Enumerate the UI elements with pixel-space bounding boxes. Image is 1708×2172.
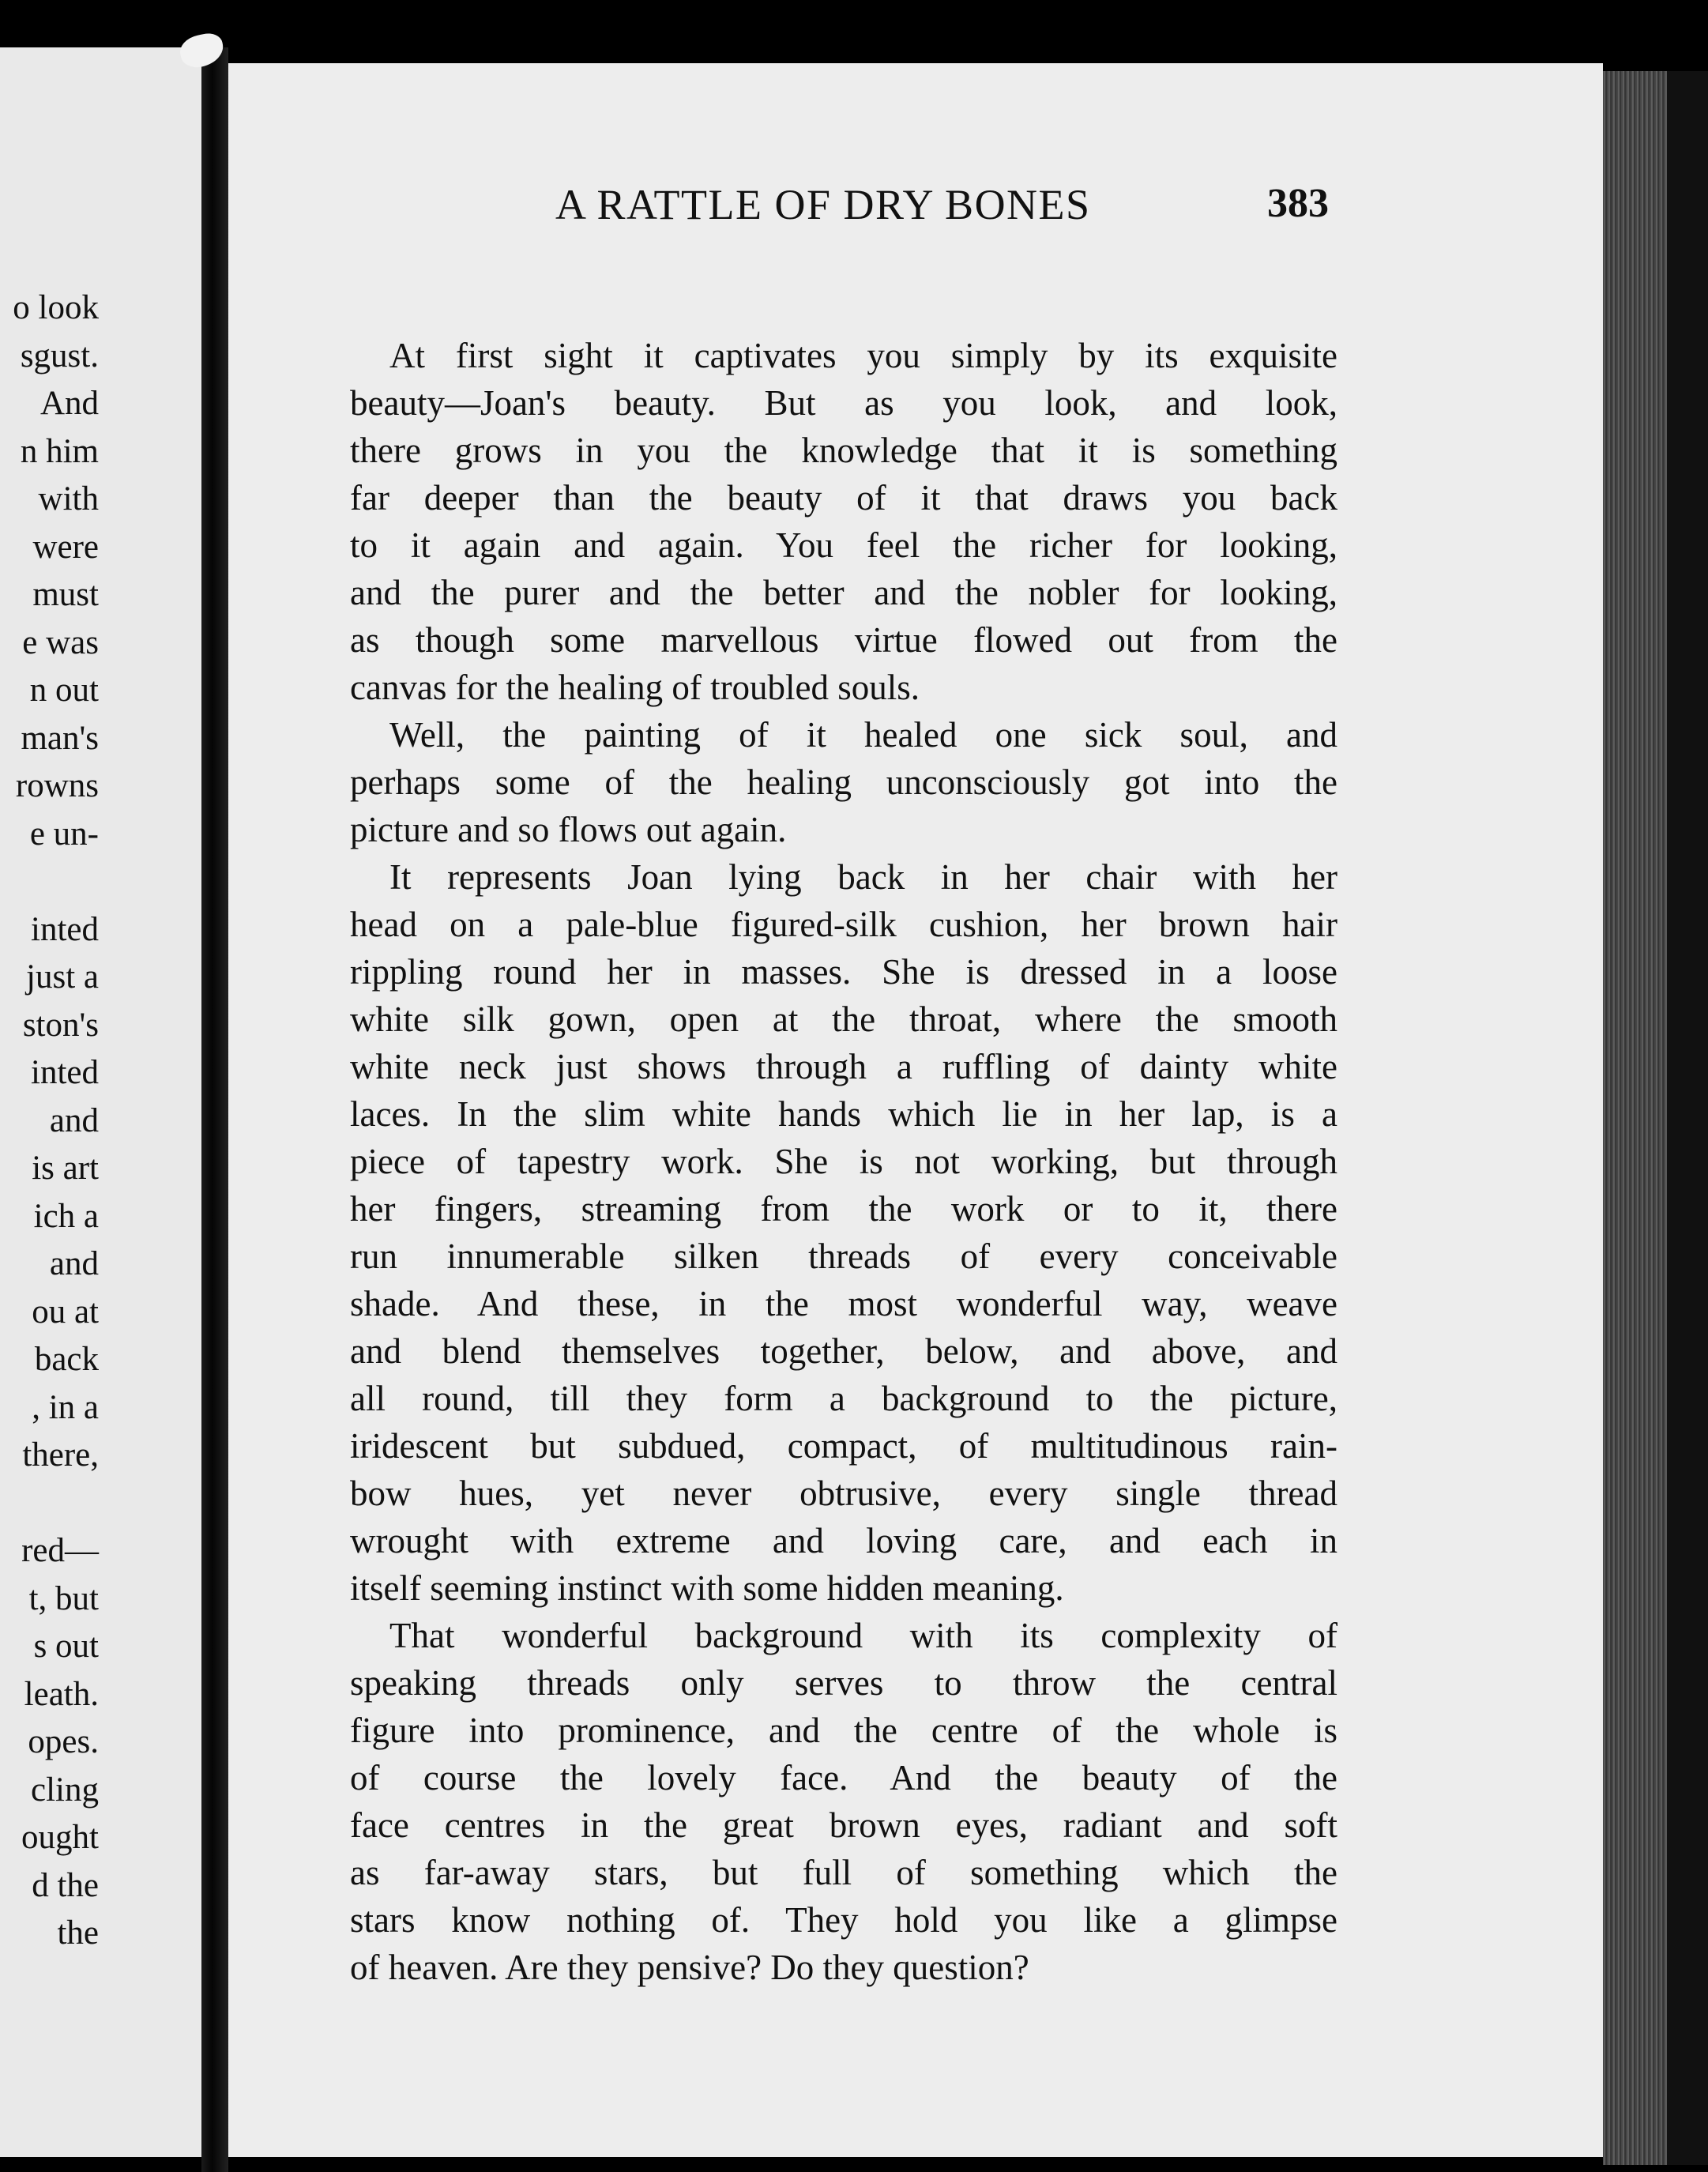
text-line: far deeper than the beauty of it that draws you back xyxy=(350,478,1337,518)
left-page-line: red— xyxy=(21,1532,99,1569)
text-line: figure into prominence, and the centre of the whole is xyxy=(350,1711,1337,1750)
text-line: laces. In the slim white hands which lie in her lap, is a xyxy=(350,1094,1337,1134)
paragraph xyxy=(350,853,1337,1612)
text-line: her fingers, streaming from the work or to it, there xyxy=(350,1189,1337,1229)
text-line: and blend themselves together, below, and above, and xyxy=(350,1331,1337,1371)
text-line: canvas for the healing of troubled souls. xyxy=(350,668,920,707)
left-page-line: and xyxy=(49,1245,99,1282)
text-line: and the purer and the better and the nobler for looking, xyxy=(350,573,1337,612)
text-line: It represents Joan lying back in her chair with her xyxy=(389,857,1337,897)
left-page-line: rowns xyxy=(15,767,99,804)
left-page-line: And xyxy=(40,385,99,422)
text-line: stars know nothing of. They hold you like a glimpse xyxy=(350,1900,1337,1940)
book-gutter xyxy=(201,47,228,2172)
text-line: itself seeming instinct with some hidden meaning. xyxy=(350,1568,1064,1608)
text-line: Well, the painting of it healed one sick soul, and xyxy=(389,715,1337,755)
left-page-text xyxy=(0,284,99,1958)
right-page xyxy=(228,63,1603,2157)
text-line: shade. And these, in the most wonderful way, weave xyxy=(350,1284,1337,1323)
text-line: That wonderful background with its complexity of xyxy=(389,1616,1337,1655)
left-page-line: n out xyxy=(29,672,99,709)
left-page-line: and xyxy=(49,1101,99,1139)
running-head: A RATTLE OF DRY BONES xyxy=(555,181,1091,228)
left-page-line: were xyxy=(32,528,99,566)
left-page-line: just a xyxy=(26,958,99,996)
text-line: white neck just shows through a ruffling of dainty white xyxy=(350,1047,1337,1086)
left-page-line: , in a xyxy=(32,1388,99,1426)
left-page-line: cling xyxy=(31,1771,99,1809)
left-page-line: s out xyxy=(33,1628,99,1665)
left-page-line: e un- xyxy=(29,815,99,853)
text-line: perhaps some of the healing unconsciously got into the xyxy=(350,762,1337,802)
paragraph xyxy=(350,1612,1337,1991)
left-page-line: leath. xyxy=(24,1675,99,1713)
left-page-line: t, but xyxy=(28,1579,99,1617)
left-page-line: e was xyxy=(22,623,99,661)
body-text xyxy=(350,332,1337,1991)
left-page-line xyxy=(0,858,99,906)
left-page-line: n him xyxy=(20,432,99,470)
text-line: to it again and again. You feel the richer for looking, xyxy=(350,525,1337,565)
paragraph xyxy=(350,332,1337,711)
text-line: speaking threads only serves to throw the central xyxy=(350,1663,1337,1703)
left-page-line: o look xyxy=(13,289,99,326)
left-page-line: the xyxy=(57,1914,99,1952)
left-page-line: with xyxy=(38,480,99,518)
text-line: piece of tapestry work. She is not working, but through xyxy=(350,1142,1337,1181)
text-line: head on a pale-blue figured-silk cushion, her brown hair xyxy=(350,905,1337,944)
left-page-line: ou at xyxy=(32,1293,99,1331)
text-line: run innumerable silken threads of every conceivable xyxy=(350,1237,1337,1276)
book-cover-edge xyxy=(1667,71,1708,2165)
left-page-line xyxy=(0,1480,99,1528)
left-page-line: ich a xyxy=(33,1197,99,1235)
left-page-line: back xyxy=(34,1341,99,1378)
left-page-line: inted xyxy=(31,910,99,948)
text-line: there grows in you the knowledge that it is something xyxy=(350,431,1337,470)
left-page-line: must xyxy=(32,576,99,613)
text-line: At first sight it captivates you simply by its exquisite xyxy=(389,336,1337,375)
text-line: rippling round her in masses. She is dressed in a loose xyxy=(350,952,1337,992)
text-line: as far-away stars, but full of something which the xyxy=(350,1853,1337,1892)
text-line: of heaven. Are they pensive? Do they question? xyxy=(350,1948,1029,1987)
left-page-fragment xyxy=(0,47,201,2157)
left-page-line: opes. xyxy=(28,1723,99,1760)
text-line: as though some marvellous virtue flowed out from the xyxy=(350,620,1337,660)
left-page-line: ought xyxy=(21,1819,99,1856)
left-page-line: d the xyxy=(32,1866,99,1904)
text-line: wrought with extreme and loving care, and each in xyxy=(350,1521,1337,1560)
left-page-line: man's xyxy=(21,719,99,757)
text-line: picture and so flows out again. xyxy=(350,810,787,849)
left-page-line: there, xyxy=(22,1436,99,1474)
text-line: white silk gown, open at the throat, where the smooth xyxy=(350,999,1337,1039)
text-line: beauty—Joan's beauty. But as you look, and look, xyxy=(350,383,1337,423)
text-line: of course the lovely face. And the beauty of the xyxy=(350,1758,1337,1797)
text-line: bow hues, yet never obtrusive, every single thread xyxy=(350,1474,1337,1513)
text-line: face centres in the great brown eyes, radiant and soft xyxy=(350,1805,1337,1845)
paragraph xyxy=(350,711,1337,853)
left-page-line: ston's xyxy=(22,1006,99,1044)
left-page-line: inted xyxy=(31,1054,99,1091)
page-header xyxy=(228,180,1603,243)
text-line: all round, till they form a background to the picture, xyxy=(350,1379,1337,1418)
left-page-line: sgust. xyxy=(20,337,99,375)
text-line: iridescent but subdued, compact, of multitudinous rain- xyxy=(350,1426,1337,1466)
left-page-line: is art xyxy=(32,1150,99,1187)
page-number: 383 xyxy=(1267,181,1329,226)
